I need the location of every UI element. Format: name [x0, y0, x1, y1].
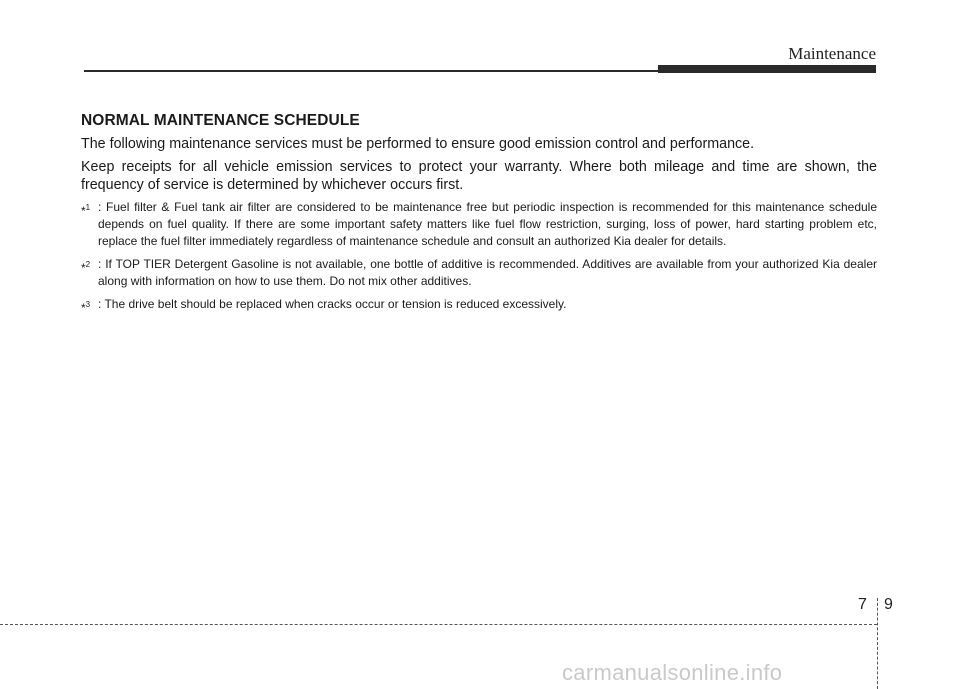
footer-dashed-rule: [0, 624, 877, 625]
footer-dashed-divider: [877, 598, 878, 689]
footnote-marker: *$^2$: [81, 260, 91, 275]
footnote-text: : The drive belt should be replaced when cracks occur or tension is reduced excessively.: [98, 297, 567, 311]
footnote-text: : If TOP TIER Detergent Gasoline is not available, one bottle of additive is recommended. Additives are available from your authorized Kia dealer along with information on how to use them. Do not mix other additives.: [98, 257, 877, 288]
footnote-text: : Fuel filter & Fuel tank air filter are considered to be maintenance free but periodic inspection is recommended for this maintenance schedule depends on fuel quality. If there are some important safety matters like fuel flow restriction, surging, loss of power, hard starting problem etc, replace the fuel filter immediately regardless of maintenance schedule and consult an authorized Kia dealer for details.: [98, 200, 877, 248]
intro-paragraph: The following maintenance services must be performed to ensure good emission control and performance.: [81, 136, 755, 152]
receipts-paragraph: Keep receipts for all vehicle emission services to protect your warranty. Where both mileage and time are shown, the frequency of service is determined by whichever occurs first.: [81, 159, 877, 193]
section-title: NORMAL MAINTENANCE SCHEDULE: [81, 112, 360, 129]
page-content: [81, 112, 877, 319]
watermark-text: carmanualsonline.info: [562, 660, 783, 685]
footnote-2: [81, 256, 877, 290]
footnote-marker: *$^3$: [81, 300, 91, 315]
footnote-1: [81, 199, 877, 250]
header-rule-thick: [658, 65, 876, 73]
page-header-title: Maintenance: [788, 44, 876, 63]
page-number: 9: [884, 596, 893, 613]
footnote-marker: *$^1$: [81, 203, 91, 218]
footnote-3: [81, 296, 877, 313]
chapter-number: 7: [858, 596, 867, 613]
header-rule-thin: [84, 70, 660, 72]
